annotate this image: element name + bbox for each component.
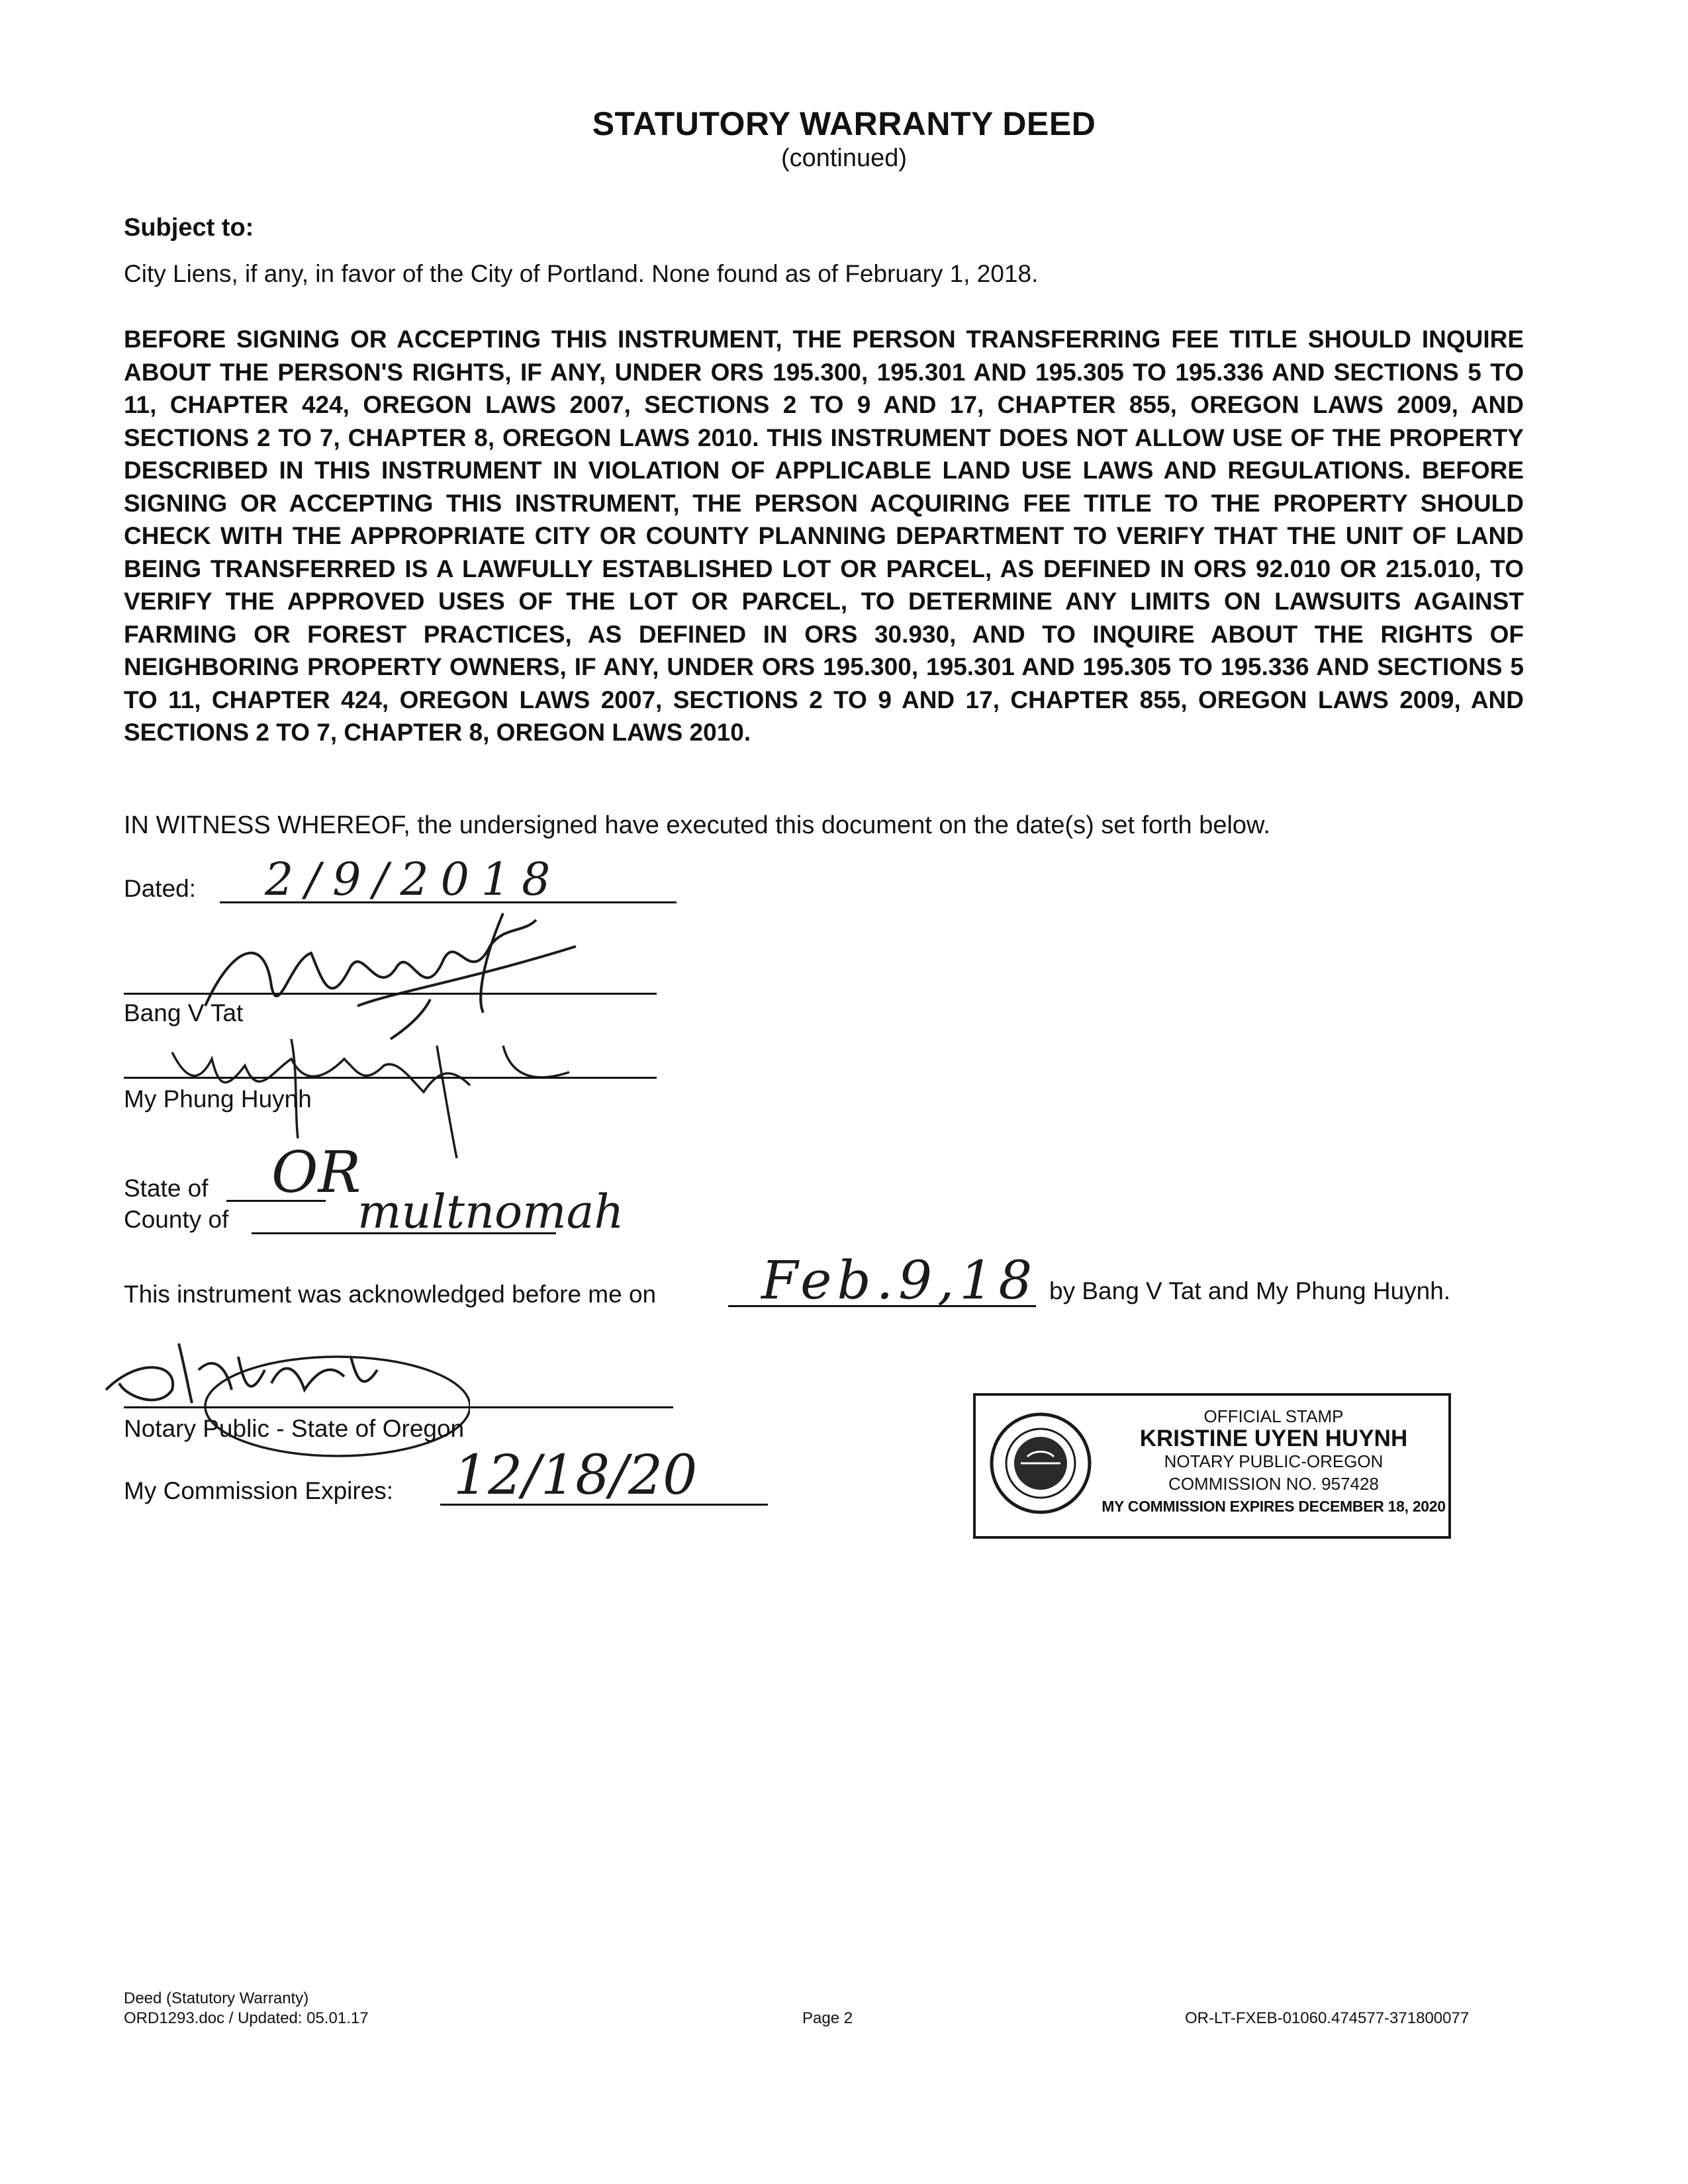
dated-handwritten-value: 2/9/2018 [265,854,563,906]
stamp-notary-name: KRISTINE UYEN HUYNH [1139,1426,1408,1451]
acknowledgment-suffix: by Bang V Tat and My Phung Huynh. [1049,1277,1451,1304]
signature-line-2 [124,1077,657,1079]
subject-to-label: Subject to: [124,214,254,242]
stamp-heading: OFFICIAL STAMP [1203,1406,1344,1426]
commission-expires-label: My Commission Expires: [124,1477,394,1504]
state-label: State of [124,1175,209,1202]
acknowledgment-handwritten-date: Feb.9,18 [761,1250,1038,1311]
notary-signature-line [124,1406,673,1408]
commission-expires-handwritten-value: 12/18/20 [453,1444,698,1507]
footer-page-number: Page 2 [802,2009,853,2027]
county-label: County of [124,1206,229,1233]
footer-form-name: Deed (Statutory Warranty) [124,1989,309,2007]
document-title: STATUTORY WARRANTY DEED [592,105,1096,142]
footer-left [124,1989,369,2028]
stamp-commission-number: COMMISSION NO. 957428 [1168,1474,1379,1494]
stamp-commission-expiry: MY COMMISSION EXPIRES DECEMBER 18, 2020 [1102,1498,1446,1515]
county-handwritten-value: multnomah [357,1185,624,1239]
footer-order-number: OR-LT-FXEB-01060.474577-371800077 [1185,2009,1470,2027]
notary-official-stamp [973,1393,1451,1539]
footer-form-file: ORD1293.doc / Updated: 05.01.17 [124,2009,369,2027]
document-subtitle: (continued) [780,144,908,172]
state-handwritten-value: OR [271,1140,361,1206]
city-liens-text: City Liens, if any, in favor of the City of Portland. None found as of February 1, 2018. [124,260,1039,287]
notary-public-label: Notary Public - State of Oregon [124,1415,465,1442]
signer-1-name: Bang V Tat [124,999,244,1026]
witness-statement: IN WITNESS WHEREOF, the undersigned have executed this document on the date(s) set forth below. [124,811,1270,839]
dated-label: Dated: [124,875,197,902]
oregon-state-seal-icon [988,1410,1094,1516]
land-use-warning: BEFORE SIGNING OR ACCEPTING THIS INSTRUMENT, THE PERSON TRANSFERRING FEE TITLE SHOULD INQUIRE ABOUT THE PERSON'S RIGHTS, IF ANY, UNDER ORS 195.300, 195.301 AND 195.305 TO 195.336 AND SECTIONS 5 TO 11, CHAPTER 424, OREGON LAWS 2007, SECTIONS 2 TO 9 AND 17, CHAPTER 855, OREGON LAWS 2009, AND SECTIONS 2 TO 7, CHAPTER 8, OREGON LAWS 2010. THIS INSTRUMENT DOES NOT ALLOW USE OF THE PROPERTY DESCRIBED IN THIS INSTRUMENT IN VIOLATION OF APPLICABLE LAND USE LAWS AND REGULATIONS. BEFORE SIGNING OR ACCEPTING THIS INSTRUMENT, THE PERSON ACQUIRING FEE TITLE TO THE PROPERTY SHOULD CHECK WITH THE APPROPRIATE CITY OR COUNTY PLANNING DEPARTMENT TO VERIFY THAT THE UNIT OF LAND BEING TRANSFERRED IS A LAWFULLY ESTABLISHED LOT OR PARCEL, AS DEFINED IN ORS 92.010 OR 215.010, TO VERIFY THE APPROVED USES OF THE LOT OR PARCEL, TO DETERMINE ANY LIMITS ON LAWSUITS AGAINST FARMING OR FOREST PRACTICES, AS DEFINED IN ORS 30.930, AND TO INQUIRE ABOUT THE RIGHTS OF NEIGHBORING PROPERTY OWNERS, IF ANY, UNDER ORS 195.300, 195.301 AND 195.305 TO 195.336 AND SECTIONS 5 TO 11, CHAPTER 424, OREGON LAWS 2007, SECTIONS 2 TO 9 AND 17, CHAPTER 855, OREGON LAWS 2009, AND SECTIONS 2 TO 7, CHAPTER 8, OREGON LAWS 2010. [124,326,1524,746]
notary-signature [99,1330,470,1463]
acknowledgment-prefix: This instrument was acknowledged before me on [124,1281,657,1308]
signer-2-name: My Phung Huynh [124,1085,312,1113]
signature-line-1 [124,993,657,995]
stamp-notary-title: NOTARY PUBLIC-OREGON [1164,1451,1383,1471]
